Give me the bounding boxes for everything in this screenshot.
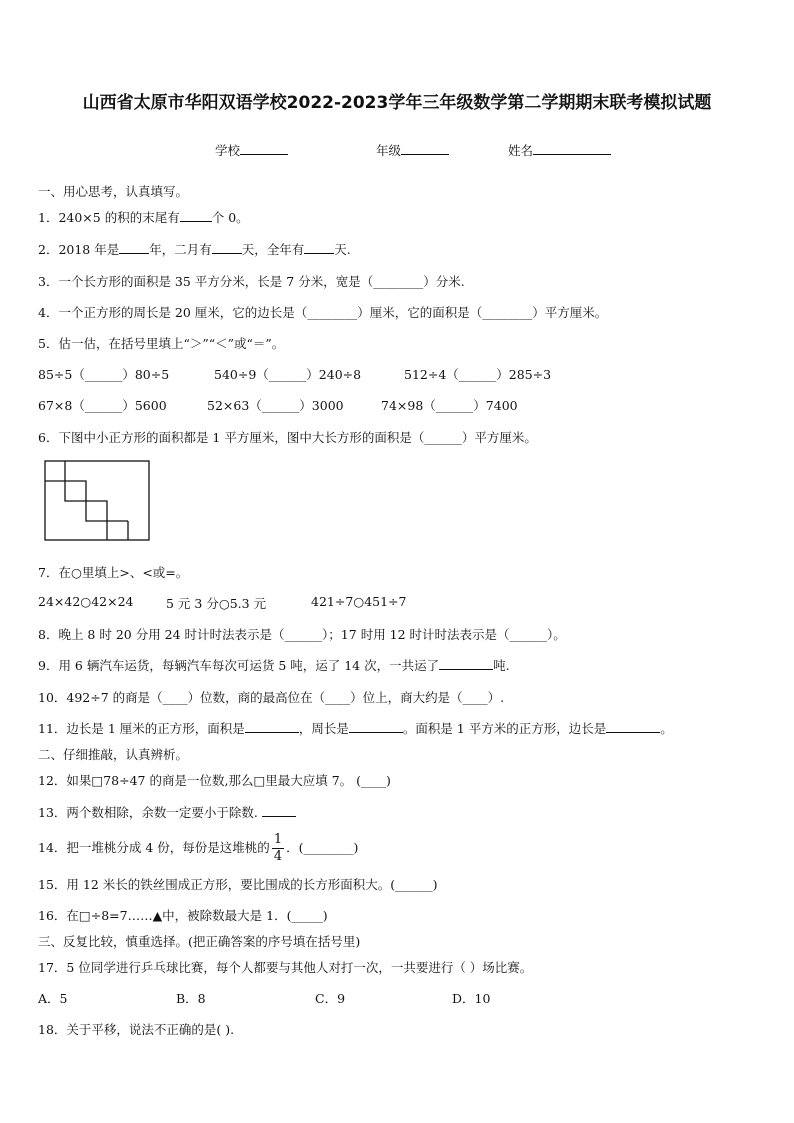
page-title: 山西省太原市华阳双语学校2022-2023学年三年级数学第二学期期末联考模拟试题 [82, 93, 712, 113]
name-field [508, 141, 611, 159]
question-2-blank-3[interactable] [304, 241, 334, 254]
grade-blank[interactable] [401, 142, 449, 155]
question-11-blank-3[interactable] [606, 720, 660, 733]
compare-item: 85÷5（______）80÷5 [38, 367, 170, 382]
option-a[interactable]: A．5 [38, 991, 68, 1006]
fraction-denominator: 4 [273, 849, 283, 864]
question-14-suffix: ．(________) [286, 840, 359, 855]
question-17: 17．5 位同学进行乒乓球比赛，每个人都要与其他人对打一次，一共要进行（ ）场比赛。 [38, 960, 533, 975]
small-square-4 [107, 521, 128, 540]
question-2-blank-1[interactable] [119, 241, 149, 254]
question-13-blank[interactable] [262, 804, 296, 817]
school-label: 学校 [215, 143, 241, 158]
question-2 [38, 240, 351, 258]
option-d[interactable]: D．10 [452, 991, 491, 1006]
compare-item: 67×8（______）5600 [38, 398, 167, 413]
question-5: 5．估一估，在括号里填上“＞”“＜”或“＝”。 [38, 336, 285, 351]
question-16: 16．在□÷8=7……▲中，被除数最大是 1．(_____) [38, 908, 328, 923]
small-square-1 [45, 461, 65, 481]
fraction-numerator: 1 [273, 832, 283, 847]
question-14 [38, 832, 358, 865]
small-square-2 [65, 481, 86, 501]
question-2-text-4: 天. [334, 242, 351, 257]
question-10: 10．492÷7 的商是（____）位数，商的最高位在（____）位上，商大约是（____）. [38, 690, 505, 705]
compare-item: 540÷9（______）240÷8 [214, 367, 362, 382]
question-13-text: 13．两个数相除，余数一定要小于除数. [38, 805, 258, 820]
question-7: 7．在○里填上>、<或=。 [38, 565, 189, 580]
question-15: 15．用 12 米长的铁丝围成正方形，要比围成的长方形面积大。(______) [38, 877, 438, 892]
question-9-blank[interactable] [439, 657, 493, 670]
question-11-text-3: 。面积是 1 平方米的正方形，边长是 [402, 721, 607, 736]
name-blank[interactable] [533, 142, 611, 155]
question-11-suffix: 。 [660, 721, 673, 736]
section-1-heading: 一、用心思考，认真填写。 [38, 184, 189, 199]
question-1-text: 1．240×5 的积的末尾有 [38, 210, 180, 225]
question-2-text-3: 天，全年有 [241, 242, 305, 257]
question-2-text: 2．2018 年是 [38, 242, 120, 257]
question-2-blank-2[interactable] [212, 241, 242, 254]
rectangle-figure [44, 460, 152, 542]
question-1-suffix: 个 0。 [211, 210, 249, 225]
question-18: 18．关于平移，说法不正确的是( ). [38, 1022, 235, 1037]
question-11-blank-2[interactable] [349, 720, 403, 733]
question-2-text-2: 年，二月有 [149, 242, 212, 257]
option-b[interactable]: B．8 [176, 991, 206, 1006]
grade-field [376, 141, 449, 159]
compare-item: 5 元 3 分○5.3 元 [166, 596, 267, 611]
section-3-heading: 三、反复比较，慎重选择。(把正确答案的序号填在括号里) [38, 934, 361, 949]
question-13 [38, 803, 296, 821]
compare-item: 512÷4（______）285÷3 [404, 367, 552, 382]
name-label: 姓名 [508, 143, 534, 158]
question-11 [38, 719, 673, 737]
section-2-heading: 二、仔细推敲，认真辨析。 [38, 747, 189, 762]
small-square-3 [86, 501, 107, 521]
question-4: 4．一个正方形的周长是 20 厘米，它的边长是（________）厘米，它的面积是（________）平方厘米。 [38, 305, 608, 320]
compare-item: 421÷7○451÷7 [311, 594, 407, 609]
question-1-blank[interactable] [180, 209, 212, 222]
compare-item: 24×42○42×24 [38, 594, 134, 609]
question-9-text: 9．用 6 辆汽车运货，每辆汽车每次可运货 5 吨，运了 14 次，一共运了 [38, 658, 440, 673]
compare-item: 74×98（______）7400 [381, 398, 518, 413]
question-9-suffix: 吨. [493, 658, 510, 673]
question-14-text: 14．把一堆桃分成 4 份，每份是这堆桃的 [38, 840, 270, 855]
grade-label: 年级 [376, 143, 402, 158]
question-11-blank-1[interactable] [245, 720, 299, 733]
question-1 [38, 208, 249, 226]
option-c[interactable]: C．9 [315, 991, 346, 1006]
compare-item: 52×63（______）3000 [207, 398, 344, 413]
school-field [215, 141, 288, 159]
question-11-text-2: ，周长是 [298, 721, 349, 736]
question-12: 12．如果□78÷47 的商是一位数,那么□里最大应填 7。 (____) [38, 773, 391, 788]
question-8: 8．晚上 8 时 20 分用 24 时计时法表示是（______）；17 时用 12 时计时法表示是（______）。 [38, 627, 566, 642]
fraction [272, 832, 284, 865]
question-9 [38, 656, 510, 674]
question-11-text: 11．边长是 1 厘米的正方形，面积是 [38, 721, 245, 736]
school-blank[interactable] [240, 142, 288, 155]
question-6: 6．下图中小正方形的面积都是 1 平方厘米，图中大长方形的面积是（______）平方厘米。 [38, 430, 537, 445]
question-3: 3．一个长方形的面积是 35 平方分米，长是 7 分米，宽是（________）分米. [38, 274, 465, 289]
